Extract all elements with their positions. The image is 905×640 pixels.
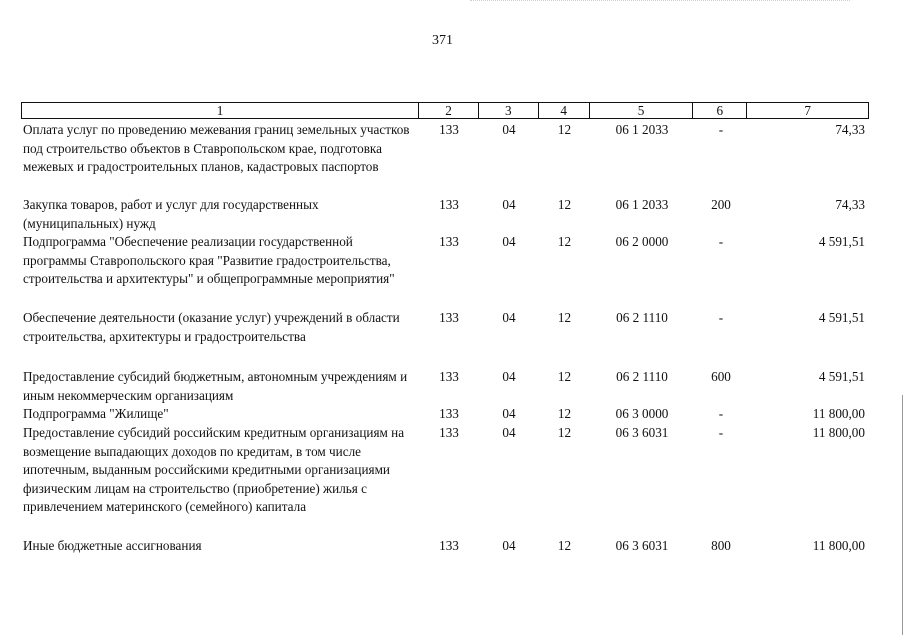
row-name: Иные бюджетные ассигнования — [23, 538, 202, 553]
row-name: Предоставление субсидий бюджетным, автономным учреждениям и иным некоммерческим организациям — [23, 369, 408, 403]
row-code-section: 04 — [502, 234, 516, 249]
table-row — [21, 424, 869, 537]
row-amount: 11 800,00 — [812, 538, 865, 553]
header-col-1: 1 — [22, 103, 419, 118]
row-code-section: 04 — [502, 310, 516, 325]
table-row — [21, 233, 869, 309]
row-code-expense-type: - — [718, 122, 724, 137]
row-code-target: 06 3 0000 — [615, 406, 669, 421]
row-code-target: 06 3 6031 — [615, 425, 669, 440]
row-code-ministry: 133 — [439, 197, 459, 212]
row-code-subsection: 12 — [557, 406, 572, 421]
row-code-expense-type: 800 — [711, 538, 731, 553]
header-col-6: 6 — [693, 103, 747, 118]
scan-edge-line — [902, 395, 903, 635]
row-code-target: 06 2 0000 — [615, 234, 669, 249]
header-col-4: 4 — [539, 103, 590, 118]
table-header — [21, 102, 869, 119]
row-code-section: 04 — [502, 369, 516, 384]
row-code-target: 06 1 2033 — [615, 122, 669, 137]
row-code-subsection: 12 — [557, 234, 572, 249]
row-code-expense-type: 600 — [711, 369, 731, 384]
table-row — [21, 121, 869, 196]
row-code-ministry: 133 — [439, 406, 459, 421]
row-amount: 11 800,00 — [812, 425, 865, 440]
row-code-expense-type: - — [718, 310, 724, 325]
row-amount: 4 591,51 — [818, 310, 865, 325]
row-amount: 4 591,51 — [818, 234, 865, 249]
row-code-expense-type: - — [718, 425, 724, 440]
table-row — [21, 309, 869, 368]
row-code-section: 04 — [502, 197, 516, 212]
row-code-target: 06 2 1110 — [616, 310, 668, 325]
row-name: Подпрограмма "Обеспечение реализации государственной программы Ставропольского края "Развитие градостроительства, строительства и архитектуры" и общепрограммные мероприятия" — [23, 234, 395, 287]
row-code-subsection: 12 — [557, 197, 572, 212]
row-code-expense-type: - — [718, 234, 724, 249]
row-amount: 11 800,00 — [812, 406, 865, 421]
page-number: 371 — [432, 33, 453, 48]
row-code-subsection: 12 — [557, 122, 572, 137]
row-code-ministry: 133 — [439, 538, 459, 553]
row-code-subsection: 12 — [557, 538, 572, 553]
budget-table — [21, 102, 869, 557]
row-code-target: 06 2 1110 — [616, 369, 668, 384]
table-row — [21, 368, 869, 405]
row-code-section: 04 — [502, 122, 516, 137]
row-code-section: 04 — [502, 538, 516, 553]
table-row — [21, 196, 869, 233]
row-code-ministry: 133 — [439, 310, 459, 325]
row-code-subsection: 12 — [557, 369, 572, 384]
header-col-5: 5 — [590, 103, 694, 118]
row-name: Предоставление субсидий российским кредитным организациям на возмещение выпадающих доходов по кредитам, в том числе ипотечным, выданным российскими кредитными организациями физическим лицам на строительство (приобретение) жилья с привлечением материнского (семейного) капитала — [23, 425, 405, 515]
row-code-ministry: 133 — [439, 425, 459, 440]
header-col-3: 3 — [479, 103, 539, 118]
row-code-section: 04 — [502, 425, 516, 440]
row-code-target: 06 3 6031 — [615, 538, 669, 553]
row-code-subsection: 12 — [557, 425, 572, 440]
row-code-ministry: 133 — [439, 234, 459, 249]
row-code-target: 06 1 2033 — [615, 197, 669, 212]
row-name: Подпрограмма "Жилище" — [23, 406, 169, 421]
row-name: Обеспечение деятельности (оказание услуг) учреждений в области строительства, архитектуры и градостроительства — [23, 310, 400, 344]
row-code-expense-type: 200 — [711, 197, 731, 212]
row-amount: 4 591,51 — [818, 369, 865, 384]
table-body — [21, 119, 869, 557]
row-code-ministry: 133 — [439, 369, 459, 384]
row-amount: 74,33 — [835, 122, 865, 137]
row-code-subsection: 12 — [557, 310, 572, 325]
header-col-2: 2 — [419, 103, 479, 118]
row-code-ministry: 133 — [439, 122, 459, 137]
row-code-expense-type: - — [718, 406, 724, 421]
table-row — [21, 405, 869, 424]
scan-artifact-top — [470, 0, 850, 3]
table-row — [21, 537, 869, 557]
row-name: Оплата услуг по проведению межевания границ земельных участков под строительство объектов в Ставропольском крае, подготовка межевых и градостроительных планов, кадастровых паспортов — [23, 122, 410, 175]
header-col-7: 7 — [804, 103, 811, 118]
row-name: Закупка товаров, работ и услуг для государственных (муниципальных) нужд — [23, 197, 319, 231]
row-code-section: 04 — [502, 406, 516, 421]
row-amount: 74,33 — [835, 197, 865, 212]
